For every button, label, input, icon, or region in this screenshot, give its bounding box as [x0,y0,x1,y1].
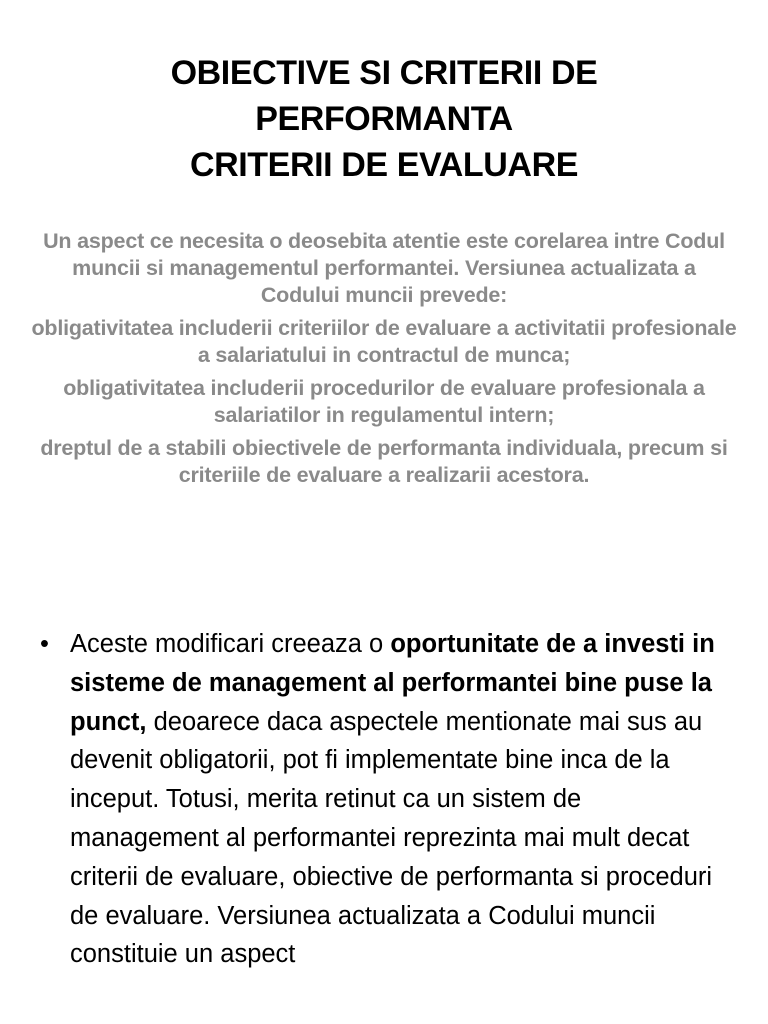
bullet-marker: • [40,630,49,658]
body-text-end: deoarece daca aspectele mentionate mai sus au devenit obligatorii, pot fi implementate bine inca de la inceput. Totusi, merita retinut ca un sistem de management al performantei reprezinta mai mult decat criterii de evaluare, obiective de performanta si proceduri de evaluare. Versiunea actualizata a Codului muncii constituie un aspect [70,707,713,969]
title-line-3: CRITERII DE EVALUARE [189,146,579,184]
subtitle-intro: Un aspect ce necesita o deosebita atentie este corelarea intre Codul muncii si managementul performantei. Versiunea actualizata a Codului muncii prevede: [43,229,725,307]
subtitle-block [30,228,738,495]
body-text-start: Aceste modificari creeaza o [70,630,391,658]
subtitle-point-3: dreptul de a stabili obiectivele de performanta individuala, precum si criteriile de evaluare a realizarii acestora. [40,436,728,487]
subtitle-point-2: obligativitatea includerii procedurilor de evaluare profesionala a salariatilor in regulamentul intern; [63,376,705,427]
bullet-item [40,625,730,974]
title-line-2: PERFORMANTA [255,100,513,138]
body-bullet-list [40,625,730,974]
title-line-1: OBIECTIVE SI CRITERII DE [170,54,598,92]
body-text-bold: oportunitate de a investi in sisteme de management al performantei bine puse la punct, [70,630,715,736]
slide-title [40,50,728,188]
subtitle-point-1: obligativitatea includerii criteriilor de evaluare a activitatii profesionale a salariatului in contractul de munca; [31,316,737,367]
